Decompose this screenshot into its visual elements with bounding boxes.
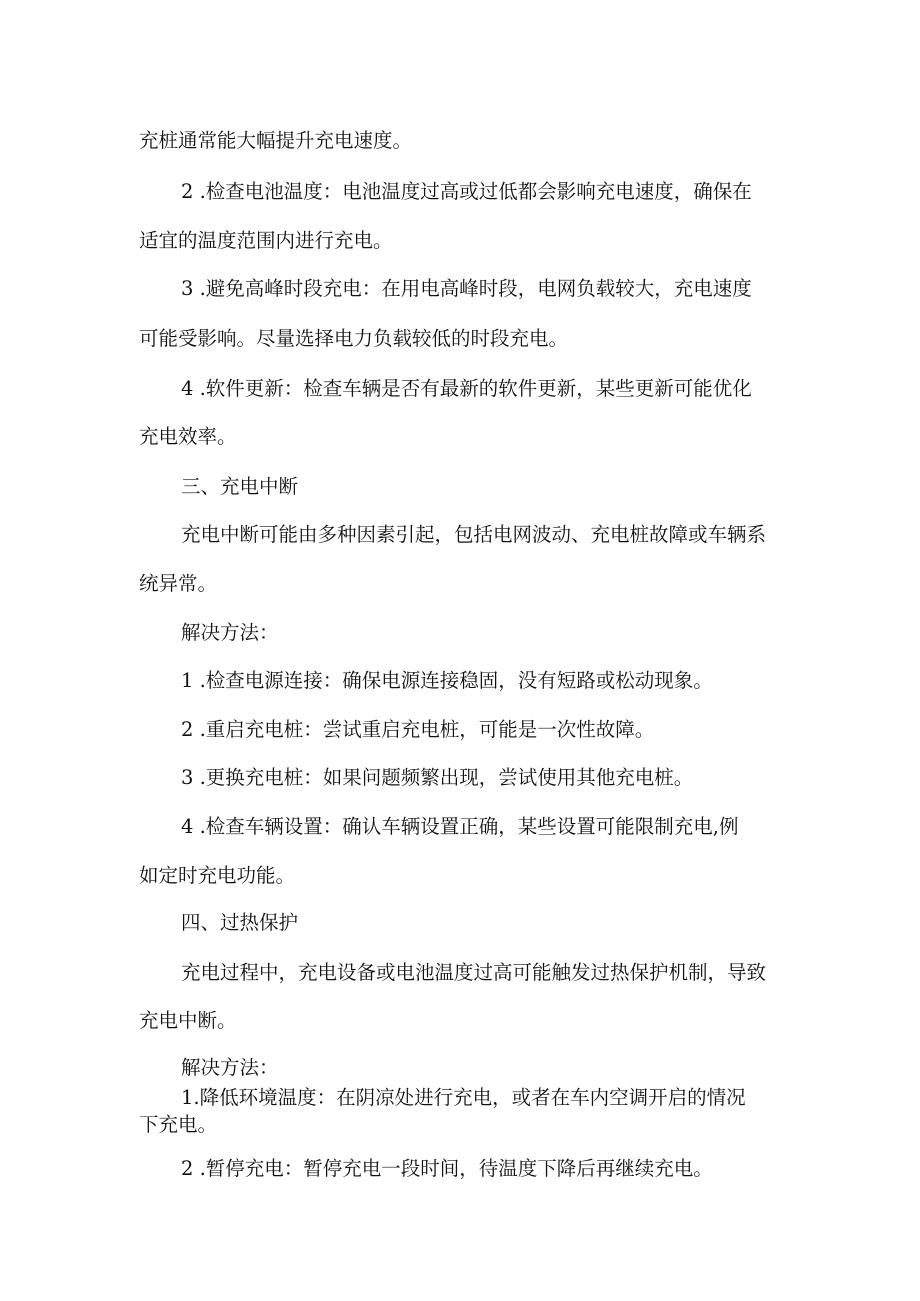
text-line: 1 .检查电源连接：确保电源连接稳固，没有短路或松动现象。: [181, 669, 713, 692]
text-line: 统异常。: [139, 572, 218, 595]
text-line: 充电中断。: [139, 1009, 237, 1032]
text-line: 适宜的温度范围内进行充电。: [139, 229, 393, 252]
text-line: 1.降低环境温度：在阴凉处进行充电，或者在车内空调开启的情况: [181, 1086, 746, 1109]
text-line: 如定时充电功能。: [139, 864, 296, 887]
text-line: 4 .软件更新：检查车辆是否有最新的软件更新，某些更新可能优化: [181, 377, 752, 400]
text-line: 2 .重启充电桩：尝试重启充电桩，可能是一次性故障。: [181, 718, 655, 741]
text-line: 解决方法：: [181, 1056, 279, 1079]
text-line: 充电过程中，充电设备或电池温度过高可能触发过热保护机制，导致: [181, 961, 767, 984]
text-line: 3 .避免高峰时段充电：在用电高峰时段，电网负载较大，充电速度: [181, 277, 752, 300]
text-line: 下充电。: [139, 1113, 218, 1136]
text-line: 2 .检查电池温度：电池温度过高或过低都会影响充电速度，确保在: [181, 180, 752, 203]
section-heading: 三、充电中断: [181, 475, 299, 498]
text-line: 充桩通常能大幅提升充电速度。: [139, 129, 413, 152]
text-line: 充电效率。: [139, 425, 237, 448]
text-line: 3 .更换充电桩：如果问题频繁出现，尝试使用其他充电桩。: [181, 766, 694, 789]
text-line: 2 .暂停充电：暂停充电一段时间，待温度下降后再继续充电。: [181, 1157, 713, 1180]
text-line: 4 .检查车辆设置：确认车辆设置正确，某些设置可能限制充电,例: [181, 815, 739, 838]
text-line: 解决方法：: [181, 621, 279, 644]
section-heading: 四、过热保护: [181, 911, 299, 934]
text-line: 充电中断可能由多种因素引起，包括电网波动、充电桩故障或车辆系: [181, 523, 767, 546]
text-line: 可能受影响。尽量选择电力负载较低的时段充电。: [139, 327, 569, 350]
